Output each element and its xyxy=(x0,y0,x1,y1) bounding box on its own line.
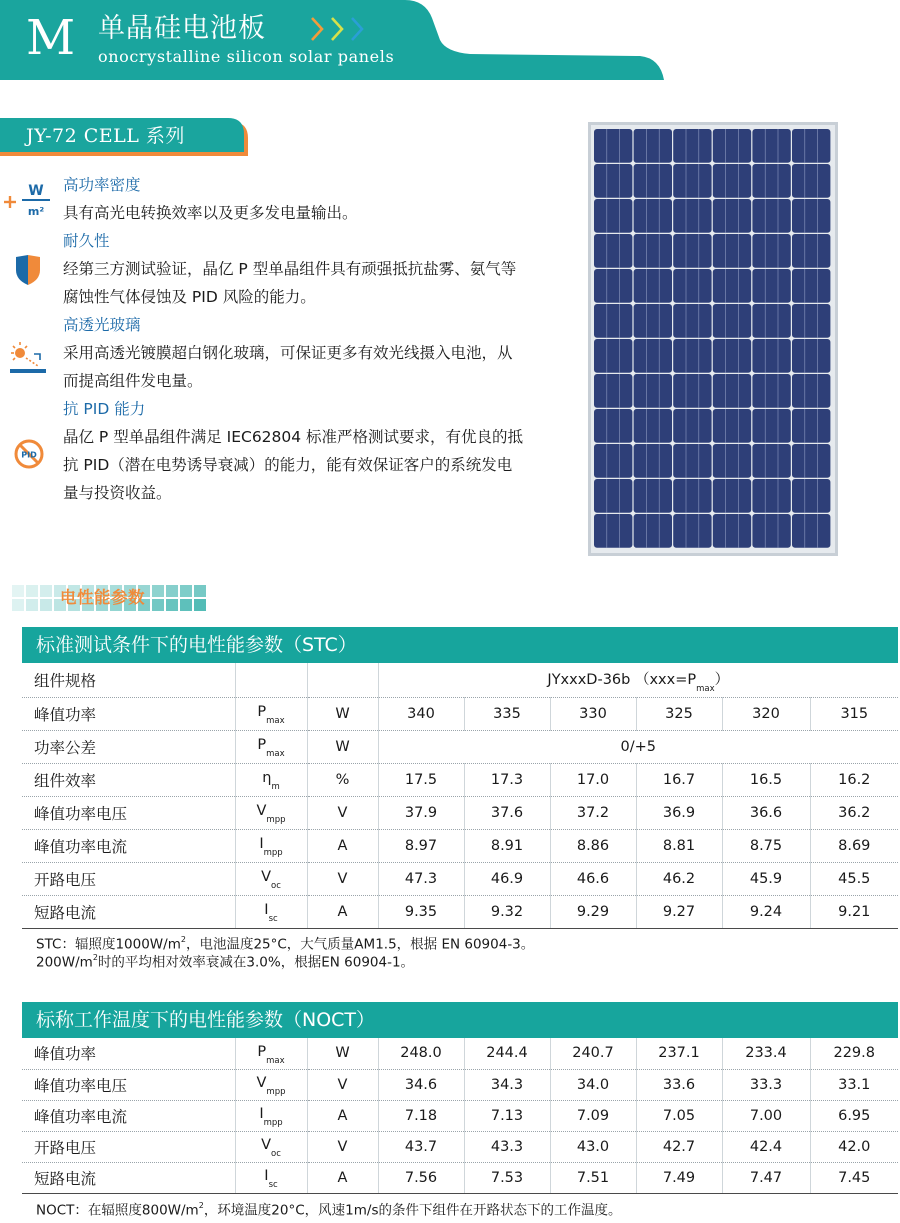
solar-cell xyxy=(752,234,790,268)
tag-tile xyxy=(166,599,178,611)
value-cell: 7.45 xyxy=(810,1162,898,1193)
value-cell: 325 xyxy=(636,697,722,730)
row-label: 短路电流 xyxy=(22,1162,235,1193)
solar-cell xyxy=(673,129,711,163)
model-suffix: ） xyxy=(714,672,730,689)
symbol-sub: m xyxy=(271,781,280,792)
symbol-sub: sc xyxy=(268,913,278,924)
unit-cell: V xyxy=(307,1131,378,1162)
value-cell: 17.3 xyxy=(464,763,550,796)
tag-tile xyxy=(180,599,192,611)
unit-cell: W xyxy=(307,1038,378,1069)
tag-tile xyxy=(26,585,38,597)
tag-tile xyxy=(152,599,164,611)
solar-cell xyxy=(594,514,632,548)
value-cell: 7.05 xyxy=(636,1100,722,1131)
value-cell: 233.4 xyxy=(722,1038,810,1069)
symbol: V xyxy=(261,1137,272,1154)
noct-table-title: 标称工作温度下的电性能参数（NOCT） xyxy=(22,1002,898,1038)
solar-cell xyxy=(713,409,751,443)
table-row xyxy=(22,1162,898,1193)
value-cell: 240.7 xyxy=(550,1038,636,1069)
value-cell: 43.0 xyxy=(550,1131,636,1162)
symbol-cell xyxy=(235,1131,307,1162)
value-cell: 7.49 xyxy=(636,1162,722,1193)
area-unit-text: m² xyxy=(27,205,45,218)
value-cell: 33.1 xyxy=(810,1069,898,1100)
solar-cell xyxy=(594,164,632,198)
row-label: 短路电流 xyxy=(22,895,235,928)
value-cell: 335 xyxy=(464,697,550,730)
symbol: V xyxy=(256,803,267,820)
row-label: 峰值功率 xyxy=(22,697,235,730)
solar-cell xyxy=(713,234,751,268)
unit-cell: A xyxy=(307,829,378,862)
value-cell: 36.6 xyxy=(722,796,810,829)
solar-cell xyxy=(594,234,632,268)
value-cell: 8.75 xyxy=(722,829,810,862)
symbol-cell xyxy=(235,1069,307,1100)
value-cell: 340 xyxy=(378,697,464,730)
value-cell: 46.9 xyxy=(464,862,550,895)
value-cell: 43.3 xyxy=(464,1131,550,1162)
solar-cell xyxy=(673,304,711,338)
section-tag-label: 电性能参数 xyxy=(60,588,145,607)
value-cell: 16.7 xyxy=(636,763,722,796)
table-row xyxy=(22,697,898,730)
solar-cell xyxy=(673,339,711,373)
solar-cell xyxy=(713,514,751,548)
symbol: I xyxy=(264,1168,269,1185)
model-prefix: JYxxxD-36b （xxx=P xyxy=(547,672,697,689)
model-sub: max xyxy=(696,684,715,695)
solar-cell xyxy=(594,269,632,303)
value-cell: 36.9 xyxy=(636,796,722,829)
page-subtitle: onocrystalline silicon solar panels xyxy=(98,47,395,66)
value-cell: 8.81 xyxy=(636,829,722,862)
solar-cell xyxy=(792,269,830,303)
value-cell: 237.1 xyxy=(636,1038,722,1069)
table-row xyxy=(22,1069,898,1100)
solar-cell xyxy=(792,374,830,408)
solar-cell xyxy=(594,199,632,233)
note-sup: 2 xyxy=(92,953,98,962)
solar-cell xyxy=(752,374,790,408)
note-text: ，环境温度20°C，风速1m/s的条件下组件在开路状态下的工作温度。 xyxy=(203,1202,622,1219)
value-cell: 17.0 xyxy=(550,763,636,796)
symbol: V xyxy=(256,1075,267,1092)
feature-text-line: 而提高组件发电量。 xyxy=(63,372,203,390)
solar-cell xyxy=(792,479,830,513)
tag-tile xyxy=(26,599,38,611)
row-label: 峰值功率电流 xyxy=(22,829,235,862)
value-cell: 320 xyxy=(722,697,810,730)
symbol-sub: max xyxy=(266,748,285,759)
symbol: I xyxy=(259,836,264,853)
value-cell: 7.51 xyxy=(550,1162,636,1193)
symbol-cell xyxy=(235,1038,307,1069)
note-sup: 2 xyxy=(180,935,186,944)
table-row xyxy=(22,862,898,895)
value-cell: 46.6 xyxy=(550,862,636,895)
unit-cell: W xyxy=(307,697,378,730)
symbol-cell xyxy=(235,1162,307,1193)
value-cell: 37.2 xyxy=(550,796,636,829)
value-cell: 9.32 xyxy=(464,895,550,928)
model-cell xyxy=(378,663,898,697)
symbol: P xyxy=(257,1043,267,1060)
noct-note xyxy=(36,1198,622,1220)
row-label: 功率公差 xyxy=(22,730,235,763)
noct-table xyxy=(22,1038,898,1194)
solar-cell xyxy=(634,199,672,233)
empty-cell xyxy=(235,663,307,697)
value-cell: 34.0 xyxy=(550,1069,636,1100)
value-cell: 33.6 xyxy=(636,1069,722,1100)
row-label: 峰值功率电压 xyxy=(22,1069,235,1100)
value-cell: 33.3 xyxy=(722,1069,810,1100)
value-cell: 36.2 xyxy=(810,796,898,829)
symbol: V xyxy=(261,869,272,886)
symbol-sub: mpp xyxy=(266,1086,286,1097)
solar-cell xyxy=(752,269,790,303)
value-cell: 42.0 xyxy=(810,1131,898,1162)
solar-cell xyxy=(792,339,830,373)
value-cell: 17.5 xyxy=(378,763,464,796)
table-row xyxy=(22,763,898,796)
power-unit-text: W xyxy=(28,183,44,199)
feature-title-durability: 耐久性 xyxy=(63,232,110,250)
value-cell: 8.91 xyxy=(464,829,550,862)
row-label: 开路电压 xyxy=(22,862,235,895)
value-cell: 229.8 xyxy=(810,1038,898,1069)
series-label: JY-72 CELL 系列 xyxy=(26,125,185,147)
feature-title-power-density: 高功率密度 xyxy=(63,176,141,194)
tag-tile xyxy=(12,585,24,597)
tag-tile xyxy=(40,585,52,597)
tag-tile xyxy=(152,585,164,597)
value-cell: 37.9 xyxy=(378,796,464,829)
solar-cell xyxy=(752,164,790,198)
solar-cell xyxy=(713,129,751,163)
solar-cell xyxy=(713,164,751,198)
solar-cell xyxy=(634,304,672,338)
symbol-sub: oc xyxy=(271,1148,281,1159)
value-cell: 6.95 xyxy=(810,1100,898,1131)
value-cell: 34.6 xyxy=(378,1069,464,1100)
row-label: 开路电压 xyxy=(22,1131,235,1162)
symbol: I xyxy=(264,902,269,919)
symbol: η xyxy=(262,770,272,787)
value-cell: 315 xyxy=(810,697,898,730)
feature-text-line: 量与投资收益。 xyxy=(63,484,172,502)
note-text: NOCT：在辐照度800W/m xyxy=(36,1202,199,1219)
solar-cell xyxy=(713,269,751,303)
solar-cell xyxy=(792,199,830,233)
feature-text-line: 抗 PID（潜在电势诱导衰减）的能力，能有效保证客户的系统发电 xyxy=(63,456,513,474)
solar-cell xyxy=(673,374,711,408)
unit-cell: A xyxy=(307,895,378,928)
solar-cell xyxy=(713,304,751,338)
symbol-sub: mpp xyxy=(263,847,283,858)
row-label: 组件规格 xyxy=(22,663,235,697)
value-cell: 47.3 xyxy=(378,862,464,895)
value-cell: 43.7 xyxy=(378,1131,464,1162)
symbol-cell xyxy=(235,895,307,928)
row-label: 组件效率 xyxy=(22,763,235,796)
solar-cell xyxy=(634,269,672,303)
solar-cell xyxy=(673,514,711,548)
symbol-sub: oc xyxy=(271,880,281,891)
value-cell: 9.29 xyxy=(550,895,636,928)
solar-cell xyxy=(792,514,830,548)
note-text: STC：辐照度1000W/m xyxy=(36,936,181,953)
symbol-cell xyxy=(235,697,307,730)
tag-tile xyxy=(194,585,206,597)
symbol: I xyxy=(259,1106,264,1123)
table-row xyxy=(22,829,898,862)
empty-cell xyxy=(307,663,378,697)
value-cell: 7.56 xyxy=(378,1162,464,1193)
solar-panel-image xyxy=(588,122,838,556)
solar-cell xyxy=(594,339,632,373)
feature-text-line: 晶亿 P 型单晶组件满足 IEC62804 标准严格测试要求，有优良的抵 xyxy=(63,428,524,446)
unit-cell: W xyxy=(307,730,378,763)
solar-cell xyxy=(634,444,672,478)
symbol: P xyxy=(257,737,267,754)
symbol-cell xyxy=(235,730,307,763)
feature-title-high-transmittance-glass: 高透光玻璃 xyxy=(63,316,141,334)
solar-cell xyxy=(634,129,672,163)
symbol-cell xyxy=(235,796,307,829)
value-cell: 8.86 xyxy=(550,829,636,862)
page-title: 单晶硅电池板 xyxy=(98,13,266,44)
feature-text-line: 腐蚀性气体侵蚀及 PID 风险的能力。 xyxy=(63,288,316,306)
value-cell: 0/+5 xyxy=(378,730,898,763)
banner-letter: M xyxy=(26,10,76,66)
solar-cell xyxy=(673,409,711,443)
anti-pid-icon xyxy=(13,438,45,470)
chevrons-right-icon xyxy=(310,14,380,44)
solar-cell xyxy=(673,479,711,513)
solar-cell xyxy=(673,269,711,303)
value-cell: 7.09 xyxy=(550,1100,636,1131)
value-cell: 42.4 xyxy=(722,1131,810,1162)
table-row xyxy=(22,730,898,763)
unit-cell: V xyxy=(307,1069,378,1100)
solar-cell xyxy=(752,339,790,373)
shield-icon xyxy=(14,254,42,286)
solar-cell xyxy=(713,199,751,233)
note-text: 时的平均相对效率衰减在3.0%，根据EN 60904-1。 xyxy=(97,954,415,971)
unit-cell: V xyxy=(307,862,378,895)
symbol: P xyxy=(257,704,267,721)
unit-cell: % xyxy=(307,763,378,796)
solar-cell xyxy=(594,129,632,163)
solar-cell xyxy=(634,234,672,268)
value-cell: 45.5 xyxy=(810,862,898,895)
value-cell: 16.5 xyxy=(722,763,810,796)
tag-tile xyxy=(180,585,192,597)
table-row xyxy=(22,1038,898,1069)
symbol-cell xyxy=(235,763,307,796)
value-cell: 7.00 xyxy=(722,1100,810,1131)
value-cell: 37.6 xyxy=(464,796,550,829)
solar-cell xyxy=(673,234,711,268)
stc-table xyxy=(22,663,898,929)
feature-text-line: 采用高透光镀膜超白钢化玻璃，可保证更多有效光线摄入电池，从 xyxy=(63,344,513,362)
solar-cell xyxy=(634,514,672,548)
table-row xyxy=(22,895,898,928)
solar-cell xyxy=(792,304,830,338)
solar-cell xyxy=(792,164,830,198)
solar-cell xyxy=(634,164,672,198)
solar-cell xyxy=(792,444,830,478)
unit-cell: A xyxy=(307,1162,378,1193)
unit-cell: V xyxy=(307,796,378,829)
note-text: 200W/m xyxy=(36,954,93,971)
solar-cell xyxy=(634,339,672,373)
solar-cell xyxy=(752,199,790,233)
unit-cell: A xyxy=(307,1100,378,1131)
solar-cell xyxy=(634,374,672,408)
solar-cell xyxy=(594,409,632,443)
solar-cell xyxy=(713,444,751,478)
solar-cell xyxy=(673,444,711,478)
solar-cell xyxy=(594,374,632,408)
value-cell: 244.4 xyxy=(464,1038,550,1069)
symbol-sub: mpp xyxy=(266,814,286,825)
tag-tile xyxy=(194,599,206,611)
table-row xyxy=(22,796,898,829)
solar-cell xyxy=(594,444,632,478)
value-cell: 46.2 xyxy=(636,862,722,895)
solar-cell xyxy=(673,164,711,198)
power-density-icon xyxy=(2,180,56,222)
solar-cell xyxy=(792,129,830,163)
sun-glass-icon xyxy=(8,340,48,376)
solar-cell xyxy=(594,479,632,513)
value-cell: 9.24 xyxy=(722,895,810,928)
feature-text-line: 经第三方测试验证，晶亿 P 型单晶组件具有顽强抵抗盐雾、氨气等 xyxy=(63,260,517,278)
symbol-sub: max xyxy=(266,715,285,726)
stc-note-2 xyxy=(36,950,414,972)
tag-tile xyxy=(40,599,52,611)
symbol-cell xyxy=(235,829,307,862)
value-cell: 9.35 xyxy=(378,895,464,928)
solar-cell xyxy=(752,304,790,338)
solar-cell xyxy=(634,479,672,513)
symbol-cell xyxy=(235,1100,307,1131)
solar-cell xyxy=(792,409,830,443)
solar-cell xyxy=(752,514,790,548)
value-cell: 7.53 xyxy=(464,1162,550,1193)
pid-icon-text: PID xyxy=(21,450,37,460)
solar-cell xyxy=(752,409,790,443)
note-sup: 2 xyxy=(198,1201,204,1210)
value-cell: 9.27 xyxy=(636,895,722,928)
value-cell: 34.3 xyxy=(464,1069,550,1100)
table-row xyxy=(22,1131,898,1162)
table-row xyxy=(22,663,898,697)
value-cell: 8.97 xyxy=(378,829,464,862)
solar-cell xyxy=(713,374,751,408)
value-cell: 9.21 xyxy=(810,895,898,928)
symbol-sub: mpp xyxy=(263,1117,283,1128)
row-label: 峰值功率电压 xyxy=(22,796,235,829)
value-cell: 45.9 xyxy=(722,862,810,895)
table-row xyxy=(22,1100,898,1131)
symbol-sub: max xyxy=(266,1055,285,1066)
symbol-sub: sc xyxy=(268,1179,278,1190)
tag-tile xyxy=(12,599,24,611)
solar-cell xyxy=(752,129,790,163)
tag-tile xyxy=(166,585,178,597)
value-cell: 16.2 xyxy=(810,763,898,796)
value-cell: 7.47 xyxy=(722,1162,810,1193)
solar-cell xyxy=(752,479,790,513)
solar-cell xyxy=(673,199,711,233)
value-cell: 42.7 xyxy=(636,1131,722,1162)
note-text: ，电池温度25°C，大气质量AM1.5，根据 EN 60904-3。 xyxy=(185,936,535,953)
feature-text-line: 具有高光电转换效率以及更多发电量输出。 xyxy=(63,204,358,222)
solar-cell xyxy=(713,339,751,373)
feature-title-anti-pid: 抗 PID 能力 xyxy=(63,400,146,418)
solar-cell xyxy=(594,304,632,338)
solar-cell xyxy=(792,234,830,268)
value-cell: 7.18 xyxy=(378,1100,464,1131)
value-cell: 7.13 xyxy=(464,1100,550,1131)
value-cell: 330 xyxy=(550,697,636,730)
symbol-cell xyxy=(235,862,307,895)
value-cell: 248.0 xyxy=(378,1038,464,1069)
row-label: 峰值功率 xyxy=(22,1038,235,1069)
value-cell: 8.69 xyxy=(810,829,898,862)
row-label: 峰值功率电流 xyxy=(22,1100,235,1131)
solar-cell xyxy=(752,444,790,478)
solar-cell xyxy=(634,409,672,443)
stc-table-title: 标准测试条件下的电性能参数（STC） xyxy=(22,627,898,663)
solar-cell xyxy=(713,479,751,513)
